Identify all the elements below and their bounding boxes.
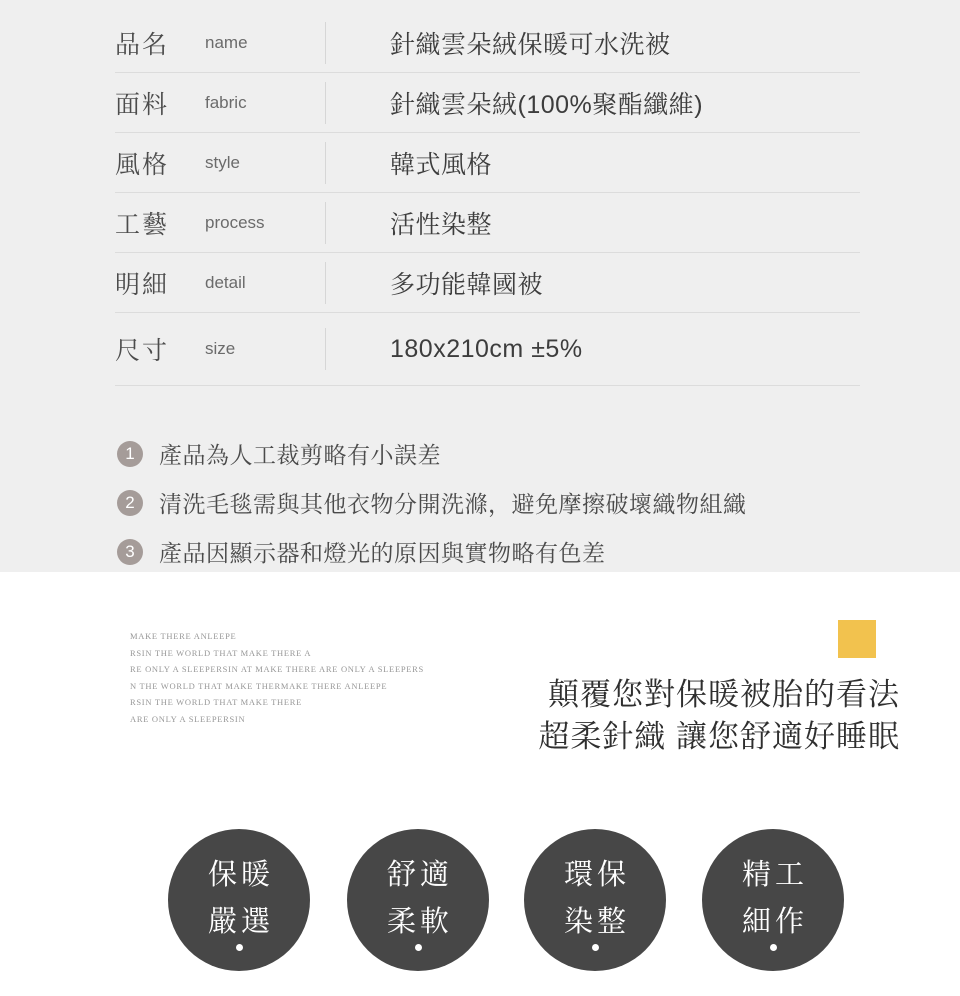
promo-headline [538, 674, 900, 758]
spec-label-zh: 品名 [115, 30, 170, 59]
note-item-1 [117, 437, 877, 470]
dot-icon [592, 944, 599, 951]
watermark-line: ARE ONLY A SLEEPERSIN [130, 713, 246, 724]
spec-label-en: process [205, 212, 265, 232]
note-number-badge: 3 [117, 539, 143, 565]
spec-value: 活性染整 [390, 210, 493, 239]
spec-label-en: style [205, 152, 240, 172]
feature-line-1: 環保 [563, 859, 630, 891]
spec-value: 180x210cm ±5% [390, 334, 583, 363]
watermark-line: MAKE THERE ANLEEPE [130, 631, 237, 641]
feature-line-1: 保暖 [207, 859, 274, 891]
spec-label-en: name [205, 32, 248, 52]
spec-row-size [115, 313, 860, 386]
yellow-accent-square [838, 620, 876, 658]
spec-row-style [115, 133, 860, 193]
note-text: 清洗毛毯需與其他衣物分開洗滌，避免摩擦破壞織物組織 [159, 491, 747, 517]
dot-icon [770, 944, 777, 951]
feature-line-2: 嚴選 [207, 906, 274, 938]
feature-line-2: 染整 [563, 906, 630, 938]
feature-badge-eco [524, 829, 666, 971]
decorative-watermark-text [130, 628, 424, 727]
spec-row-detail [115, 253, 860, 313]
dot-icon [415, 944, 422, 951]
watermark-line: RSIN THE WORLD THAT MAKE THERE A [130, 647, 312, 658]
spec-label-zh: 風格 [115, 150, 170, 179]
spec-value: 韓式風格 [390, 150, 493, 179]
spec-label-en: fabric [205, 92, 247, 112]
feature-line-1: 舒適 [386, 859, 453, 891]
spec-label-en: size [205, 339, 236, 358]
headline-line-2: 超柔針織 讓您舒適好睡眠 [538, 719, 900, 754]
feature-badge-comfort [347, 829, 489, 971]
feature-line-1: 精工 [741, 859, 808, 891]
feature-badge-warmth [168, 829, 310, 971]
spec-value: 針織雲朵絨保暖可水洗被 [390, 30, 671, 59]
promo-section [0, 572, 960, 996]
note-item-2 [117, 486, 877, 519]
spec-label-zh: 面料 [115, 90, 170, 119]
feature-badge-craft [702, 829, 844, 971]
note-number-badge: 2 [117, 490, 143, 516]
note-item-3 [117, 535, 877, 568]
spec-value: 針織雲朵絨(100%聚酯纖維) [390, 90, 704, 119]
spec-row-name [115, 13, 860, 73]
dot-icon [236, 944, 243, 951]
spec-label-zh: 明細 [115, 270, 170, 299]
note-text: 產品因顯示器和燈光的原因與實物略有色差 [159, 540, 606, 566]
watermark-line: RE ONLY A SLEEPERSIN AT MAKE THERE ARE ONLY A SLEEPERS [130, 664, 424, 674]
headline-line-1: 顛覆您對保暖被胎的看法 [548, 677, 900, 712]
feature-line-2: 細作 [741, 906, 808, 938]
watermark-line: RSIN THE WORLD THAT MAKE THERE [130, 697, 303, 707]
feature-line-2: 柔軟 [386, 906, 453, 938]
spec-label-zh: 尺寸 [115, 337, 170, 365]
spec-row-fabric [115, 73, 860, 133]
watermark-line: N THE WORLD THAT MAKE THERMAKE THERE ANLEEPE [130, 680, 388, 691]
spec-label-zh: 工藝 [115, 210, 170, 239]
spec-label-en: detail [205, 272, 246, 292]
spec-table [115, 13, 860, 386]
spec-value: 多功能韓國被 [390, 270, 544, 299]
note-number-badge: 1 [117, 441, 143, 467]
spec-row-process [115, 193, 860, 253]
notes-list [117, 437, 877, 584]
note-text: 產品為人工裁剪略有小誤差 [159, 442, 441, 468]
